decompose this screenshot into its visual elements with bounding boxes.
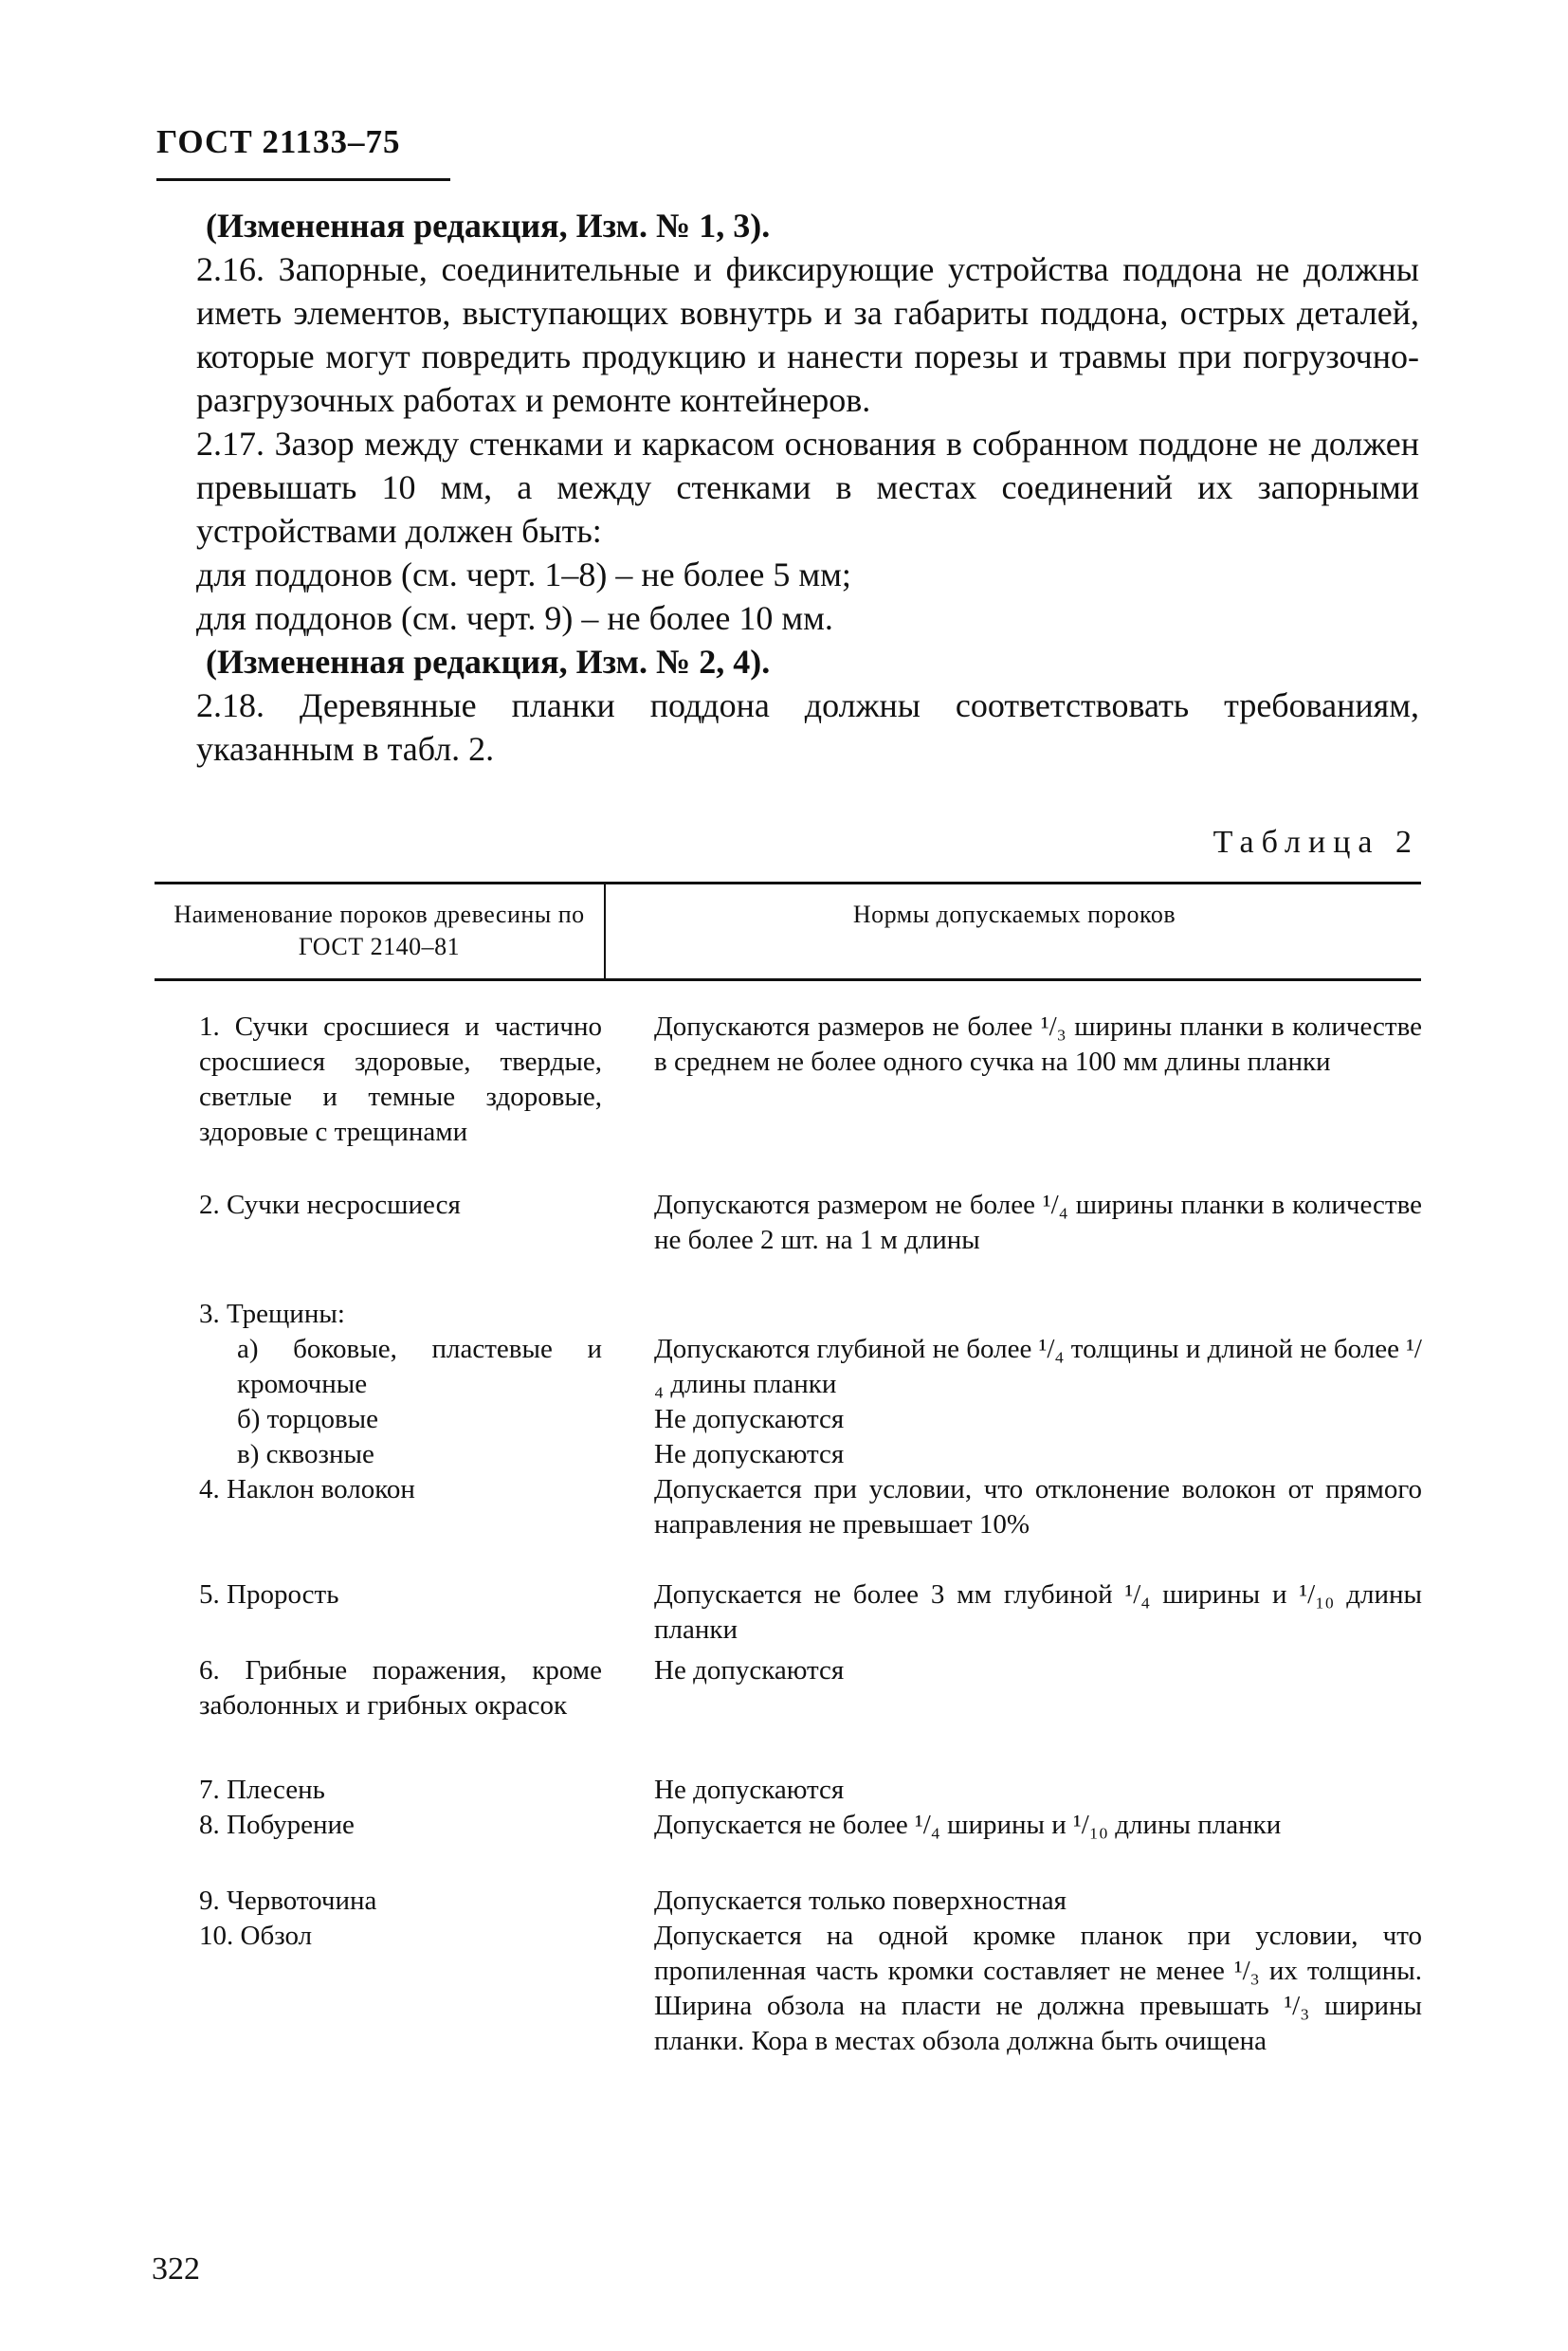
defect-norm: Допускается не более ¹/₄ ширины и ¹/₁₀ длины планки [654,1810,1282,1840]
column-header-defects: Наименование пороков древесины по ГОСТ 2140–81 [173,901,585,960]
clause-2-17-item-2: для поддонов (см. черт. 9) – не более 10 мм. [196,599,833,637]
defect-norm: Допускаются размером не более ¹/₄ ширины планки в количестве не более 2 шт. на 1 м длины [654,1190,1422,1255]
column-header-norms: Нормы допускаемых пороков [852,901,1176,928]
table-row [156,1402,1422,1437]
defect-norm: Допускаются глубиной не более ¹/₄ толщины и длиной не более ¹/₄ длины планки [654,1334,1422,1399]
table-row [156,1437,1422,1472]
table-row [156,1653,1422,1773]
defect-norm: Допускается при условии, что отклонение волокон от прямого направления не превышает 10% [654,1474,1422,1540]
defect-name: 5. Прорость [199,1579,339,1610]
clause-2-17-item-1: для поддонов (см. черт. 1–8) – не более 5 мм; [196,556,851,593]
table-row [156,1188,1422,1297]
defect-name: 6. Грибные поражения, кроме заболонных и грибных окрасок [199,1655,602,1721]
defect-name: 3. Трещины: [199,1299,345,1329]
clause-2-16: 2.16. Запорные, соединительные и фиксирующие устройства поддона не должны иметь элементов, выступающих вовнутрь и за габариты поддона, острых деталей, которые могут повредить продукцию и нанести порезы и травмы при погрузочно-разгрузочных работах и ремонте контейнеров. [196,250,1419,419]
defect-norm: Не допускаются [654,1404,845,1434]
defect-name: 8. Побурение [199,1810,355,1840]
table-caption: Таблица 2 [1212,825,1419,860]
table-row [156,1010,1422,1188]
defect-name: б) торцовые [237,1404,379,1434]
table-row [156,1919,1422,2108]
defect-norm: Допускается на одной кромке планок при условии, что пропиленная часть кромки составляет не менее ¹/₃ их толщины. Ширина обзола на пласти не должна превышать ¹/₃ ширины планки. Кора в местах обзола должна быть очищена [654,1921,1422,2056]
defect-norm: Допускаются размеров не более ¹/₃ ширины планки в количестве в среднем не более одного сучка на 100 мм длины планки [654,1011,1422,1077]
table-top-rule [155,882,1421,884]
amendment-note-1: (Измененная редакция, Изм. № 1, 3). [206,207,771,245]
clause-2-18: 2.18. Деревянные планки поддона должны соответствовать требованиям, указанным в табл. 2. [196,686,1419,768]
table-row [156,1884,1422,1919]
defect-name: а) боковые, пластевые и кромочные [237,1334,602,1399]
table-row [156,1297,1422,1332]
amendment-note-2: (Измененная редакция, Изм. № 2, 4). [206,643,771,681]
table-header-rule [155,978,1421,981]
table-row [156,1808,1422,1884]
table-row [156,1577,1422,1653]
defect-name: 10. Обзол [199,1921,313,1951]
document-header [156,123,401,161]
defect-name: 4. Наклон волокон [199,1474,415,1504]
defect-norm: Не допускаются [654,1655,845,1686]
defect-norm: Допускается только поверхностная [654,1886,1067,1916]
clause-2-17: 2.17. Зазор между стенками и каркасом основания в собранном поддоне не должен превышать 10 мм, а между стенками в местах соединений их запорными устройствами должен быть: [196,425,1419,550]
defect-name: 9. Червоточина [199,1886,377,1916]
defect-norm: Допускается не более 3 мм глубиной ¹/₄ ширины и ¹/₁₀ длины планки [654,1579,1422,1645]
defect-name: 2. Сучки несросшиеся [199,1190,461,1220]
table-body [156,1010,1422,2108]
defect-norm: Не допускаются [654,1439,845,1469]
defect-norm [654,1297,1422,1332]
defect-name: 7. Плесень [199,1775,325,1805]
defect-norm: Не допускаются [654,1775,845,1805]
table-header-divider [604,884,606,978]
table-row [156,1472,1422,1577]
defect-name: в) сквозные [237,1439,374,1469]
standard-code: ГОСТ 21133–75 [156,123,401,160]
table-row [156,1773,1422,1808]
defect-name: 1. Сучки сросшиеся и частично сросшиеся здоровые, твердые, светлые и темные здоровые, здоровые с трещинами [199,1011,602,1147]
table-row [156,1332,1422,1402]
body-text [196,204,1419,771]
page-number: 322 [152,2251,200,2287]
header-rule [156,178,450,181]
